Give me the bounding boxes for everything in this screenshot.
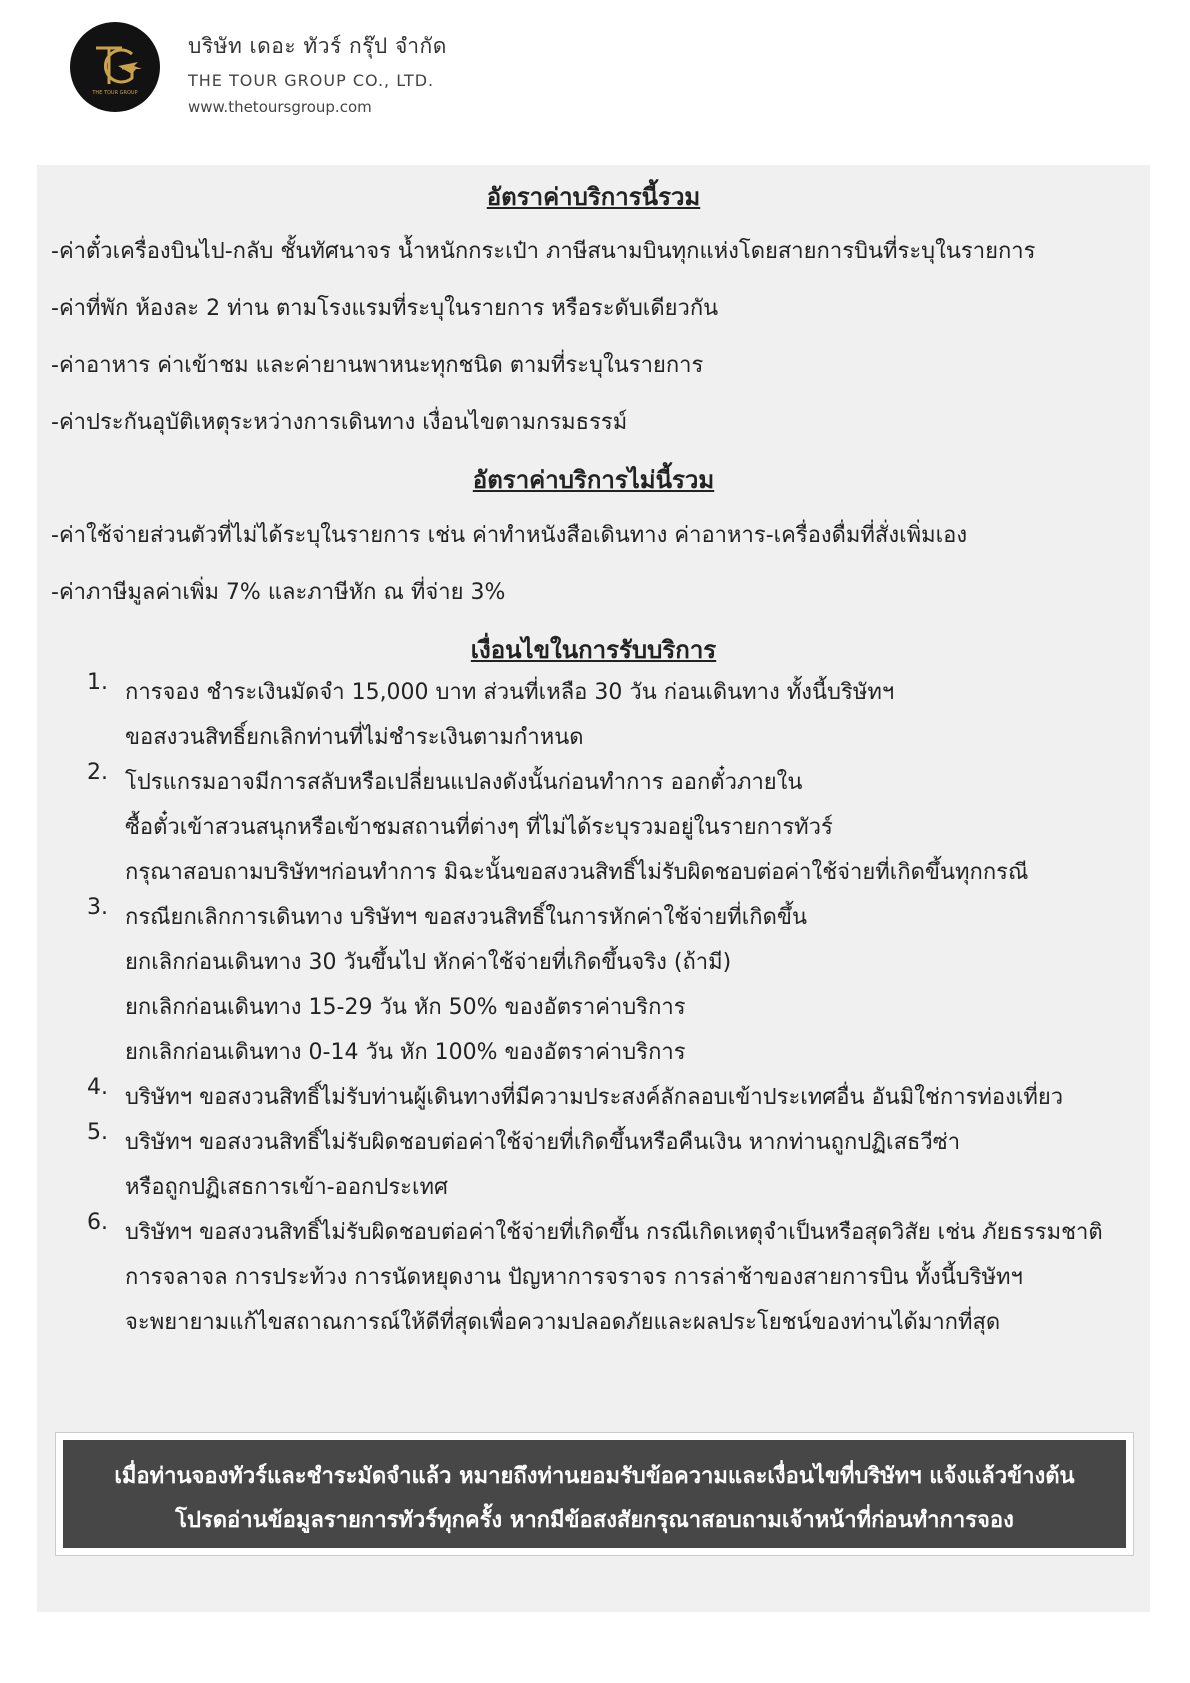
condition-number: 4. [87,1075,108,1100]
included-item: -ค่าตั๋วเครื่องบินไป-กลับ ชั้นทัศนาจร น้ำหนักกระเป๋า ภาษีสนามบินทุกแห่งโดยสายการบินที่ระบุในรายการ [51,239,1036,264]
excluded-item: -ค่าใช้จ่ายส่วนตัวที่ไม่ได้ระบุในรายการ เช่น ค่าทำหนังสือเดินทาง ค่าอาหาร-เครื่องดื่มที่สั่งเพิ่มเอง [51,523,968,548]
company-info [188,30,447,116]
conditions-heading: เงื่อนไขในการรับบริการ [470,636,717,664]
condition-line: หรือถูกปฏิเสธการเข้า-ออกประเทศ [125,1175,448,1200]
condition-number: 2. [87,760,108,785]
condition-line: ยกเลิกก่อนเดินทาง 30 วันขึ้นไป หักค่าใช้จ่ายที่เกิดขึ้นจริง (ถ้ามี) [125,950,732,975]
condition-line: กรุณาสอบถามบริษัทฯก่อนทำการ มิฉะนั้นขอสงวนสิทธิ์ไม่รับผิดชอบต่อค่าใช้จ่ายที่เกิดขึ้นทุกกรณี [125,860,1029,885]
included-item: -ค่าที่พัก ห้องละ 2 ท่าน ตามโรงแรมที่ระบุในรายการ หรือระดับเดียวกัน [51,296,719,321]
condition-line: การจอง ชำระเงินมัดจำ 15,000 บาท ส่วนที่เหลือ 30 วัน ก่อนเดินทาง ทั้งนี้บริษัทฯ [125,680,895,705]
condition-line: ยกเลิกก่อนเดินทาง 15-29 วัน หัก 50% ของอัตราค่าบริการ [125,995,686,1020]
condition-line: กรณียกเลิกการเดินทาง บริษัทฯ ขอสงวนสิทธิ์ในการหักค่าใช้จ่ายที่เกิดขึ้น [125,905,807,930]
condition-number: 1. [87,670,108,695]
logo-sub-text: THE TOUR GROUP [92,90,138,96]
condition-line: ยกเลิกก่อนเดินทาง 0-14 วัน หัก 100% ของอัตราค่าบริการ [125,1040,686,1065]
condition-line: จะพยายามแก้ไขสถาณการณ์ให้ดีที่สุดเพื่อความปลอดภัยและผลประโยชน์ของท่านได้มากที่สุด [125,1310,1001,1335]
company-logo [70,22,160,112]
condition-item [87,670,1147,760]
excluded-heading: อัตราค่าบริการไม่นี้รวม [472,466,715,494]
condition-number: 3. [87,895,108,920]
notice-line-1: เมื่อท่านจองทัวร์และชำระมัดจำแล้ว หมายถึงท่านยอมรับข้อความและเงื่อนไขที่บริษัทฯ แจ้งแล้วข้างต้น [114,1464,1075,1489]
condition-item [87,895,1147,1075]
condition-line: ซื้อตั๋วเข้าสวนสนุกหรือเข้าชมสถานที่ต่างๆ ที่ไม่ได้ระบุรวมอยู่ในรายการทัวร์ [125,815,833,840]
condition-number: 5. [87,1120,108,1145]
included-heading: อัตราค่าบริการนี้รวม [486,183,701,211]
tg-logo-icon [70,22,160,112]
condition-line: บริษัทฯ ขอสงวนสิทธิ์ไม่รับผิดชอบต่อค่าใช้จ่ายที่เกิดขึ้นหรือคืนเงิน หากท่านถูกปฏิเสธวีซ่า [125,1130,961,1155]
excluded-item: -ค่าภาษีมูลค่าเพิ่ม 7% และภาษีหัก ณ ที่จ่าย 3% [51,580,506,605]
company-name-en: THE TOUR GROUP CO., LTD. [188,71,435,90]
condition-item [87,1120,1147,1210]
included-item: -ค่าประกันอุบัติเหตุระหว่างการเดินทาง เงื่อนไขตามกรมธรรม์ [51,410,628,435]
condition-item [87,760,1147,895]
condition-item [87,1075,1147,1120]
condition-line: โปรแกรมอาจมีการสลับหรือเปลี่ยนแปลงดังนั้นก่อนทำการ ออกตั๋วภายใน [125,770,803,795]
notice-line-2: โปรดอ่านข้อมูลรายการทัวร์ทุกครั้ง หากมีข้อสงสัยกรุณาสอบถามเจ้าหน้าที่ก่อนทำการจอง [175,1508,1014,1533]
content-panel [37,165,1150,1612]
condition-line: บริษัทฯ ขอสงวนสิทธิ์ไม่รับผิดชอบต่อค่าใช้จ่ายที่เกิดขึ้น กรณีเกิดเหตุจำเป็นหรือสุดวิสัย เช่น ภัยธรรมชาติ [125,1220,1103,1245]
booking-notice-box [55,1432,1134,1556]
included-item: -ค่าอาหาร ค่าเข้าชม และค่ายานพาหนะทุกชนิด ตามที่ระบุในรายการ [51,353,704,378]
conditions-list [87,670,1147,1345]
condition-line: การจลาจล การประท้วง การนัดหยุดงาน ปัญหาการจราจร การล่าช้าของสายการบิน ทั้งนี้บริษัทฯ [125,1265,1023,1290]
condition-number: 6. [87,1210,108,1235]
condition-line: บริษัทฯ ขอสงวนสิทธิ์ไม่รับท่านผู้เดินทางที่มีความประสงค์ลักลอบเข้าประเทศอื่น อันมิใช่การท่องเที่ยว [125,1085,1064,1110]
company-website: www.thetoursgroup.com [188,98,372,116]
company-name-th: บริษัท เดอะ ทัวร์ กรุ๊ป จำกัด [188,34,447,58]
condition-line: ขอสงวนสิทธิ์ยกเลิกท่านที่ไม่ชำระเงินตามกำหนด [125,725,584,750]
booking-notice-inner [61,1438,1128,1550]
condition-item [87,1210,1147,1345]
